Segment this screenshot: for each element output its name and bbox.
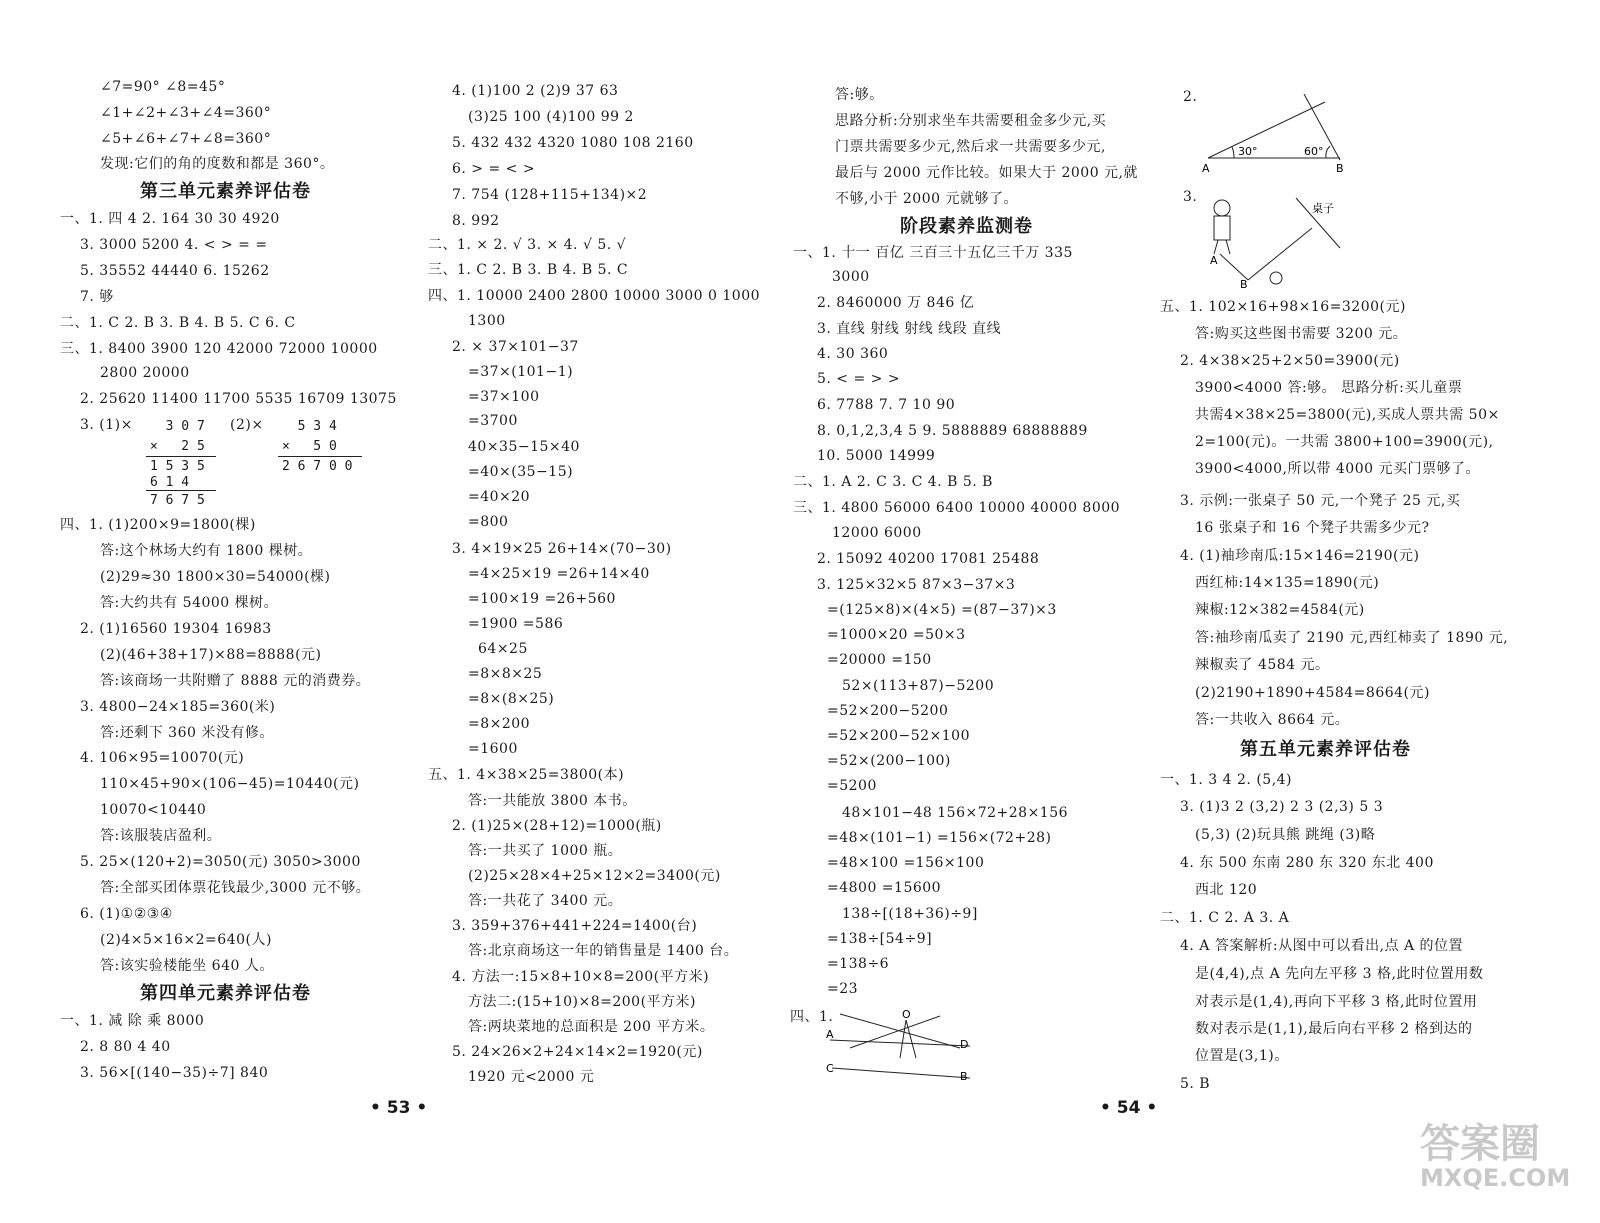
reflection-label-a: A <box>1210 254 1218 267</box>
answer-line: =20000 =150 <box>827 652 932 668</box>
answer-line: 5. 35552 44440 6. 15262 <box>80 263 270 279</box>
reflection-figure <box>1200 190 1350 290</box>
answer-line: 10. 5000 14999 <box>817 448 936 464</box>
answer-line: 3000 <box>832 269 870 285</box>
answer-line: 3. 359+376+441+224=1400(台) <box>452 918 698 934</box>
answer-line: 16 张桌子和 16 个凳子共需多少元? <box>1195 520 1430 536</box>
answer-line: (2)× <box>230 417 264 433</box>
answer-line: 6 1 4 <box>150 475 205 490</box>
answer-line: (3)25 100 (4)100 99 2 <box>468 109 634 125</box>
answer-line: 答:袖珍南瓜卖了 2190 元,西红柿卖了 1890 元, <box>1195 630 1509 646</box>
answer-line: 答:这个林场大约有 1800 棵树。 <box>100 543 313 559</box>
answer-line: 48×101−48 156×72+28×156 <box>842 805 1069 821</box>
answer-line: 3. 4×19×25 26+14×(70−30) <box>452 541 672 557</box>
answer-line: 4. (1)100 2 (2)9 37 63 <box>452 83 619 99</box>
answer-line: 2800 20000 <box>100 365 190 381</box>
answer-line: 12000 6000 <box>832 525 922 541</box>
answer-line: =48×100 =156×100 <box>827 855 985 871</box>
answer-line: 2. 8 80 4 40 <box>80 1039 171 1055</box>
answer-line: 二、1. C 2. A 3. A <box>1160 910 1290 926</box>
answer-line: × 2 5 <box>150 439 205 454</box>
answer-line: =1600 <box>468 741 518 757</box>
answer-line: 3. 3000 5200 4. < > = = <box>80 237 268 253</box>
answer-line: 1 5 3 5 <box>150 459 205 474</box>
watermark-url: MXQE.COM <box>1420 1164 1571 1192</box>
answer-line: 3 0 7 <box>150 419 205 434</box>
answer-line: 思路分析:分别求坐车共需要租金多少元,买 <box>835 113 1107 129</box>
answer-line: =(125×8)×(4×5) =(87−37)×3 <box>827 602 1057 618</box>
answer-line: 2 6 7 0 0 <box>282 459 353 474</box>
answer-line: 答:全部买团体票花钱最少,3000 元不够。 <box>100 880 371 896</box>
answer-line: =800 <box>468 514 509 530</box>
answer-line: × 5 0 <box>282 439 337 454</box>
answer-line: (2)4×5×16×2=640(人) <box>100 932 272 948</box>
answer-line: 3. 示例:一张桌子 50 元,一个凳子 25 元,买 <box>1180 493 1461 509</box>
answer-line: 二、1. C 2. B 3. B 4. B 5. C 6. C <box>60 315 296 331</box>
answer-line: 2. 15092 40200 17081 25488 <box>817 551 1040 567</box>
answer-line: 答:北京商场这一年的销售量是 1400 台。 <box>468 943 739 959</box>
answer-line: 5. 24×26×2+24×14×2=1920(元) <box>452 1044 703 1060</box>
answer-line: 西红柿:14×135=1890(元) <box>1195 575 1380 591</box>
answer-line: 138÷[(18+36)÷9] <box>842 906 978 922</box>
figure-label-b: B <box>960 1070 968 1083</box>
reflection-label-desk: 桌子 <box>1312 202 1334 215</box>
answer-line: (2)25×28×4+25×12×2=3400(元) <box>468 868 721 884</box>
answer-line: (5,3) (2)玩具熊 跳绳 (3)略 <box>1195 827 1376 843</box>
answer-line: =1900 =586 <box>468 616 564 632</box>
answer-line: =52×200−5200 <box>827 703 949 719</box>
answer-line: 2. 4×38×25+2×50=3900(元) <box>1180 353 1400 369</box>
answer-line: 4. 30 360 <box>817 346 889 362</box>
figure-label-c: C <box>826 1062 834 1075</box>
answer-line: 最后与 2000 元作比较。如果大于 2000 元,就 <box>835 165 1139 181</box>
answer-line: 1300 <box>468 313 506 329</box>
page-number: • 54 • <box>1100 1098 1158 1118</box>
answer-line: 对表示是(1,4),再向下平移 3 格,此时位置用 <box>1195 994 1478 1010</box>
lines-figure <box>820 1008 980 1088</box>
answer-line: 4. 106×95=10070(元) <box>80 750 245 766</box>
answer-line: 3. (1)× <box>80 417 133 433</box>
answer-line: 3900<4000,所以带 4000 元买门票够了。 <box>1195 461 1480 477</box>
answer-line: =48×(101−1) =156×(72+28) <box>827 830 1052 846</box>
answer-line: 二、1. A 2. C 3. C 4. B 5. B <box>793 474 993 490</box>
answer-line: 二、1. × 2. √ 3. × 4. √ 5. √ <box>428 237 627 253</box>
answer-line: 8. 0,1,2,3,4 5 9. 5888889 68888889 <box>817 423 1088 439</box>
reflection-label-b: B <box>1240 278 1248 290</box>
answer-line: 三、1. 8400 3900 120 42000 72000 10000 <box>60 341 378 357</box>
answer-line: 辣椒卖了 4584 元。 <box>1195 657 1330 673</box>
answer-line: =52×200−52×100 <box>827 728 970 744</box>
watermark-logo: 答案圈 <box>1420 1121 1540 1167</box>
answer-line: =138÷[54÷9] <box>827 931 933 947</box>
answer-line: 4. 方法一:15×8+10×8=200(平方米) <box>452 969 710 985</box>
answer-line: 5. B <box>1180 1076 1211 1092</box>
answer-line: 6. 7788 7. 7 10 90 <box>817 397 956 413</box>
answer-line: 7 6 7 5 <box>150 493 205 508</box>
answer-line: 答:够。 <box>835 87 884 103</box>
answer-line: 3900<4000 答:够。 思路分析:买儿童票 <box>1195 380 1463 396</box>
answer-line: 一、1. 3 4 2. (5,4) <box>1160 772 1293 788</box>
answer-line: ∠1+∠2+∠3+∠4=360° <box>100 105 272 121</box>
answer-line: 2. (1)16560 19304 16983 <box>80 621 272 637</box>
answer-line: 7. 754 (128+115+134)×2 <box>452 187 648 203</box>
answer-line: ∠7=90° ∠8=45° <box>100 79 226 95</box>
triangle-label-b: B <box>1336 162 1344 175</box>
answer-line: 四、1. <box>790 1009 834 1025</box>
answer-line: 4. (1)袖珍南瓜:15×146=2190(元) <box>1180 548 1420 564</box>
answer-line: 西北 120 <box>1195 882 1258 898</box>
answer-line: 3. 直线 射线 射线 线段 直线 <box>817 321 1002 337</box>
triangle-angle-60: 60° <box>1304 145 1324 158</box>
answer-line: =23 <box>827 981 859 997</box>
answer-line: 答:一共买了 1000 瓶。 <box>468 843 623 859</box>
answer-line: =138÷6 <box>827 956 890 972</box>
answer-line: 2. × 37×101−37 <box>452 339 579 355</box>
mult-rule-3 <box>278 456 362 457</box>
answer-line: 门票共需要多少元,然后求一共需要多少元, <box>835 139 1106 155</box>
answer-line: 答:该实验楼能坐 640 人。 <box>100 958 274 974</box>
answer-line: 是(4,4),点 A 先向左平移 3 格,此时位置用数 <box>1195 966 1484 982</box>
answer-line: 共需4×38×25=3800(元),买成人票共需 50× <box>1195 407 1500 423</box>
answer-line: (2)(46+38+17)×88=8888(元) <box>100 647 322 663</box>
answer-line: 答:一共收入 8664 元。 <box>1195 712 1350 728</box>
answer-line: =3700 <box>468 413 518 429</box>
answer-line: 三、1. 4800 56000 6400 10000 40000 8000 <box>793 500 1121 516</box>
answer-line: =1000×20 =50×3 <box>827 627 966 643</box>
answer-line: =100×19 =26+560 <box>468 591 616 607</box>
answer-line: 方法二:(15+10)×8=200(平方米) <box>468 994 697 1010</box>
answer-line: 3. 56×[(140−35)÷7] 840 <box>80 1065 269 1081</box>
answer-line: 6. (1)①②③④ <box>80 906 173 922</box>
answer-line: ∠5+∠6+∠7+∠8=360° <box>100 131 272 147</box>
answer-line: 64×25 <box>478 641 528 657</box>
answer-line: 2. <box>1183 89 1198 105</box>
answer-line: 五、1. 4×38×25=3800(本) <box>428 767 625 783</box>
answer-line: 2=100(元)。一共需 3800+100=3900(元), <box>1195 434 1494 450</box>
answer-line: 40×35−15×40 <box>468 439 580 455</box>
section-heading: 第四单元素养评估卷 <box>140 983 311 1004</box>
answer-line: 8. 992 <box>452 213 500 229</box>
answer-line: 答:购买这些图书需要 3200 元。 <box>1195 326 1408 342</box>
answer-line: =4800 =15600 <box>827 880 942 896</box>
answer-line: 2. (1)25×(28+12)=1000(瓶) <box>452 818 662 834</box>
answer-line: 发现:它们的角的度数和都是 360°。 <box>100 156 335 172</box>
answer-line: 辣椒:12×382=4584(元) <box>1195 602 1365 618</box>
answer-line: =52×(200−100) <box>827 753 951 769</box>
answer-line: 10070<10440 <box>100 802 207 818</box>
answer-line: 2. 8460000 万 846 亿 <box>817 295 975 311</box>
answer-line: 一、1. 减 除 乘 8000 <box>60 1013 205 1029</box>
answer-line: 答:大约共有 54000 棵树。 <box>100 595 279 611</box>
answer-line: =37×(101−1) <box>468 364 574 380</box>
answer-line: 6. > = < > <box>452 161 536 177</box>
answer-line: 不够,小于 2000 元就够了。 <box>835 191 1018 207</box>
triangle-angle-30: 30° <box>1238 145 1258 158</box>
figure-label-d: D <box>960 1038 969 1051</box>
answer-line: 52×(113+87)−5200 <box>842 678 995 694</box>
answer-line: 5. 25×(120+2)=3050(元) 3050>3000 <box>80 854 361 870</box>
figure-label-a: A <box>826 1028 834 1041</box>
answer-line: =5200 <box>827 778 877 794</box>
page-number: • 53 • <box>370 1098 428 1118</box>
answer-line: 1920 元<2000 元 <box>468 1069 595 1085</box>
section-heading: 阶段素养监测卷 <box>900 216 1033 237</box>
answer-line: 五、1. 102×16+98×16=3200(元) <box>1160 299 1406 315</box>
answer-line: =40×(35−15) <box>468 464 574 480</box>
answer-line: =8×8×25 <box>468 666 543 682</box>
answer-line: 110×45+90×(106−45)=10440(元) <box>100 776 360 792</box>
answer-line: 数对表示是(1,1),最后向右平移 2 格到达的 <box>1195 1021 1473 1037</box>
figure-label-o: O <box>902 1008 911 1021</box>
answer-line: 4. A 答案解析:从图中可以看出,点 A 的位置 <box>1180 938 1464 954</box>
answer-line: =8×200 <box>468 716 531 732</box>
answer-line: 5. 432 432 4320 1080 108 2160 <box>452 135 694 151</box>
answer-line: 三、1. C 2. B 3. B 4. B 5. C <box>428 262 629 278</box>
answer-line: 3. (1)3 2 (3,2) 2 3 (2,3) 5 3 <box>1180 799 1384 815</box>
answer-line: (2)29≈30 1800×30=54000(棵) <box>100 569 331 585</box>
answer-line: (2)2190+1890+4584=8664(元) <box>1195 685 1430 701</box>
answer-line: 四、1. (1)200×9=1800(棵) <box>60 517 256 533</box>
triangle-label-a: A <box>1202 162 1210 175</box>
answer-line: =4×25×19 =26+14×40 <box>468 566 650 582</box>
section-heading: 第五单元素养评估卷 <box>1240 739 1411 760</box>
answer-line: 一、1. 四 4 2. 164 30 30 4920 <box>60 211 280 227</box>
answer-line: 答:两块菜地的总面积是 200 平方米。 <box>468 1019 715 1035</box>
section-heading: 第三单元素养评估卷 <box>140 181 311 202</box>
answer-line: 7. 够 <box>80 289 114 305</box>
answer-line: 答:该服装店盈利。 <box>100 828 222 844</box>
answer-line: 答:还剩下 360 米没有修。 <box>100 725 274 741</box>
answer-line: =37×100 <box>468 389 540 405</box>
answer-line: =8×(8×25) <box>468 691 555 707</box>
mult-rule-2 <box>146 490 216 491</box>
answer-line: =40×20 <box>468 489 531 505</box>
answer-line: 位置是(3,1)。 <box>1195 1048 1289 1064</box>
answer-line: 答:一共能放 3800 本书。 <box>468 793 637 809</box>
answer-line: 2. 25620 11400 11700 5535 16709 13075 <box>80 391 397 407</box>
triangle-figure <box>1200 88 1350 178</box>
answer-line: 5. < = > > <box>817 371 901 387</box>
answer-line: 一、1. 十一 百亿 三百三十五亿三千万 335 <box>793 245 1073 261</box>
answer-line: 5 3 4 <box>282 419 337 434</box>
answer-line: 答:该商场一共附赠了 8888 元的消费券。 <box>100 673 371 689</box>
answer-line: 3. 125×32×5 87×3−37×3 <box>817 577 1016 593</box>
answer-line: 答:一共花了 3400 元。 <box>468 893 623 909</box>
answer-line: 4. 东 500 东南 280 东 320 东北 400 <box>1180 855 1434 871</box>
answer-line: 3. 4800−24×185=360(米) <box>80 699 276 715</box>
answer-line: 四、1. 10000 2400 2800 10000 3000 0 1000 <box>428 288 761 304</box>
mult-rule-1 <box>146 456 216 457</box>
answer-line: 3. <box>1183 189 1198 205</box>
